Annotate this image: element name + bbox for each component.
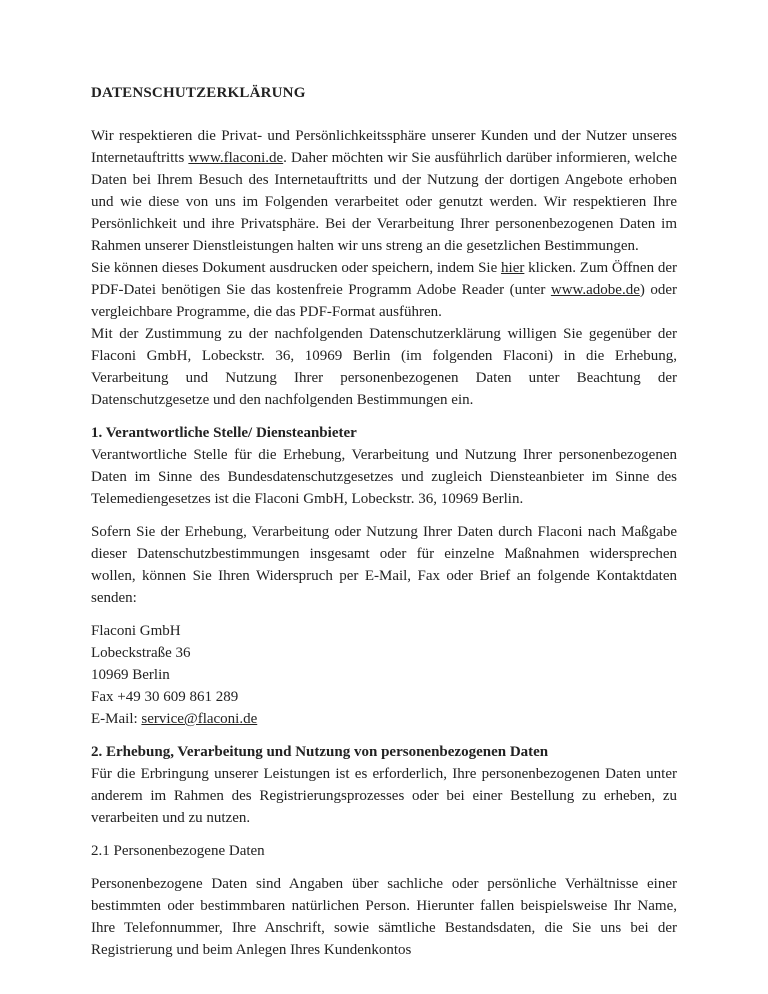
text-segment: 1. Verantwortliche Stelle/ Diensteanbieter: [91, 425, 357, 441]
document-title: [91, 82, 677, 104]
text-segment: Fax +49 30 609 861 289: [91, 689, 239, 705]
link-service-flaconi-de[interactable]: service@flaconi.de: [141, 711, 258, 727]
text-segment: . Daher möchten wir Sie ausführlich darüber informieren, welche Daten bei Ihrem Besuch des Internetauftritts und der Nutzung der dortigen Angebote erhoben und wie diese von uns im Folgenden verarbeitet oder genutzt werden. Wir respektieren Ihre Persönlichkeit und ihre Privatsphäre. Bei der Verarbeitung Ihrer personenbezogenen Daten im Rahmen unserer Dienstleistungen halten wir uns streng an die gesetzlichen Bestimmungen.: [91, 150, 677, 254]
contact-line-company: [91, 620, 677, 642]
link-www-flaconi-de[interactable]: www.flaconi.de: [188, 150, 284, 166]
section-2-heading: [91, 741, 677, 763]
contact-line-email: [91, 708, 677, 730]
section-2-paragraph-1: [91, 763, 677, 829]
contact-line-city: [91, 664, 677, 686]
text-segment: Lobeckstraße 36: [91, 645, 191, 661]
text-segment: Wir respektieren die Privat- und Persönlichkeitssphäre unserer Kunden und der Nutzer unseres Internetauftritts: [91, 128, 677, 166]
text-segment: Mit der Zustimmung zu der nachfolgenden Datenschutzerklärung willigen Sie gegenüber der Flaconi GmbH, Lobeckstr. 36, 10969 Berlin (im folgenden Flaconi) in die Erhebung, Verarbeitung und Nutzung Ihrer personenbezogenen Daten unter Beachtung der Datenschutzgesetze und den nachfolgenden Bestimmungen ein.: [91, 326, 677, 408]
text-segment: E-Mail:: [91, 711, 142, 727]
text-segment: klicken. Zum Öffnen der PDF-Datei benötigen Sie das kostenfreie Programm Adobe Reader (unter: [91, 260, 678, 298]
text-segment: DATENSCHUTZERKLÄRUNG: [91, 85, 306, 101]
link-www-adobe-de[interactable]: www.adobe.de: [550, 282, 640, 298]
text-segment: Verantwortliche Stelle für die Erhebung, Verarbeitung und Nutzung Ihrer personenbezogenen Daten im Sinne des Bundesdatenschutzgesetzes und zugleich Diensteanbieter im Sinne des Telemediengesetzes ist die Flaconi GmbH, Lobeckstr. 36, 10969 Berlin.: [91, 447, 677, 507]
section-1-paragraph-2: [91, 521, 677, 609]
section-2-1-subheading: [91, 840, 677, 862]
section-1-paragraph-1: [91, 444, 677, 510]
text-segment: Flaconi GmbH: [91, 623, 181, 639]
text-segment: 10969 Berlin: [91, 667, 170, 683]
text-segment: 2. Erhebung, Verarbeitung und Nutzung von personenbezogenen Daten: [91, 744, 549, 760]
section-2-1-paragraph-1: [91, 873, 677, 961]
intro-paragraph-2: [91, 257, 677, 323]
text-segment: 2.1 Personenbezogene Daten: [91, 843, 265, 859]
intro-paragraph-3: [91, 323, 677, 411]
contact-line-street: [91, 642, 677, 664]
contact-line-fax: [91, 686, 677, 708]
link-hier[interactable]: hier: [501, 260, 525, 276]
text-segment: Für die Erbringung unserer Leistungen ist es erforderlich, Ihre personenbezogenen Daten unter anderem im Rahmen des Registrierungsprozesses oder bei einer Bestellung zu erheben, zu verarbeiten und zu nutzen.: [91, 766, 677, 826]
section-1-heading: [91, 422, 677, 444]
text-segment: ) oder vergleichbare Programme, die das PDF-Format ausführen.: [91, 282, 677, 320]
document-content: [91, 82, 677, 961]
text-segment: Personenbezogene Daten sind Angaben über sachliche oder persönliche Verhältnisse einer bestimmten oder bestimmbaren natürlichen Person. Hierunter fallen beispielsweise Ihr Name, Ihre Telefonnummer, Ihre Anschrift, sowie sämtliche Bestandsdaten, die Sie uns bei der Registrierung und beim Anlegen Ihres Kundenkontos: [91, 876, 677, 958]
intro-paragraph-1: [91, 125, 677, 257]
text-segment: Sie können dieses Dokument ausdrucken oder speichern, indem Sie: [91, 260, 502, 276]
text-segment: Sofern Sie der Erhebung, Verarbeitung oder Nutzung Ihrer Daten durch Flaconi nach Maßgabe dieser Datenschutzbestimmungen insgesamt oder für einzelne Maßnahmen widersprechen wollen, können Sie Ihren Widerspruch per E-Mail, Fax oder Brief an folgende Kontaktdaten senden:: [91, 524, 677, 606]
